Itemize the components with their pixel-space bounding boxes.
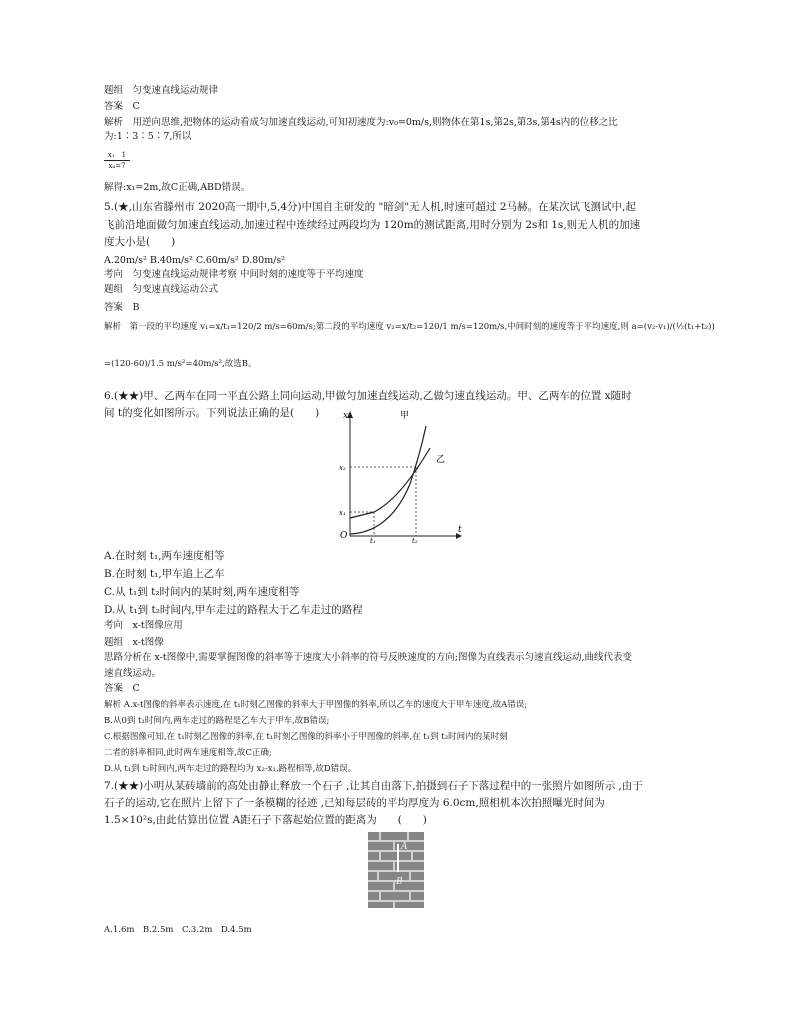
text-line: 思路分析在 x-t图像中,需要掌握图像的斜率等于速度大小斜率的符号反映速度的方向;图像为直线表示匀速直线运动,曲线代表变 — [104, 652, 632, 663]
ratio-fraction — [104, 151, 130, 170]
text-line: 解析 用逆向思维,把物体的运动看成匀加速直线运动,可知初速度为:v₀=0m/s,则物体在第1s,第2s,第3s,第4s内的位移之比 — [104, 117, 618, 128]
curve-jia — [350, 426, 426, 534]
text-line: 解得:x₁=2m,故C正确,ABD错误。 — [104, 182, 251, 193]
text-line: 题组 x-t图像 — [104, 637, 164, 648]
jia-label: 甲 — [400, 411, 410, 421]
text-line: 度大小是( ) — [104, 236, 176, 248]
text-line: D.从 t₁到 t₂时间内,甲车走过的路程大于乙车走过的路程 — [104, 604, 363, 616]
text-line: 考向 x-t图像应用 — [104, 620, 183, 631]
text-line: 答案 C — [104, 101, 140, 112]
text-line: 题组 匀变速直线运动公式 — [104, 284, 219, 295]
text-line: 飞前沿地面做匀加速直线运动,加速过程中连续经过两段均为 120m的测试距离,用时分别为 2s和 1s,则无人机的加速 — [104, 219, 641, 231]
text-line: B.从0到 t₁时间内,两车走过的路程是乙车大于甲车,故B错误; — [104, 716, 330, 726]
y-axis-label: x — [343, 411, 349, 421]
fraction-numerator: x₁ 1 — [107, 151, 127, 159]
text-line: 速直线运动。 — [104, 668, 162, 679]
text-line: 间 t的变化如图所示。下列说法正确的是( ) — [104, 407, 320, 419]
text-line: 题组 匀变速直线运动规律 — [104, 85, 219, 96]
text-line: C.根据图像可知,在 t₁时刻乙图像的斜率,在 t₁时刻乙图像的斜率小于甲图像的斜率,在 t₁到 t₂时间内的某时刻 — [104, 732, 508, 742]
text-line: 1.5×10²s,由此估算出位置 A距石子下落起始位置的距离为 ( ) — [104, 814, 427, 826]
text-line: 答案 B — [104, 302, 140, 313]
text-line: 答案 C — [104, 683, 140, 694]
text-line: D.从 t₁到 t₂时间内,两车走过的路程均为 x₂-x₁,路程相等,故D错误。 — [104, 764, 357, 774]
text-line: 5.(★,山东省滕州市 2020高一期中,5,4分)中国自主研发的 "暗剑"无人机,时速可超过 2马赫。在某次试飞测试中,起 — [104, 201, 636, 213]
t2-label: t₂ — [412, 537, 418, 544]
x2-label: x₂ — [339, 464, 346, 472]
text-line: 考向 匀变速直线运动规律考察 中间时刻的速度等于平均速度 — [104, 269, 364, 280]
text-line: 二者的斜率相同,此时两车速度相等,故C正确; — [104, 748, 272, 758]
t1-label: t₁ — [370, 537, 376, 544]
yi-label: 乙 — [436, 455, 446, 465]
x1-label: x₁ — [339, 509, 346, 517]
text-line: =(120-60)/1.5 m/s²=40m/s²,故选B。 — [104, 359, 257, 369]
text-line: 解析 A.x-t图像的斜率表示速度,在 t₁时刻乙图像的斜率大于甲图像的斜率,所以乙车的速度大于甲车速度,故A错误; — [104, 700, 528, 710]
brick-pattern — [368, 832, 424, 908]
text-line: 石子的运动,它在照片上留下了一条模糊的径迹 ,已知每层砖的平均厚度为 6.0cm,照相机本次拍照曝光时间为 — [104, 797, 605, 809]
text-line: A.20m/s² B.40m/s² C.60m/s² D.80m/s² — [104, 255, 286, 266]
text-line: 解析 第一段的平均速度 v₁=x/t₁=120/2 m/s=60m/s;第二段的平均速度 v₂=x/t₂=120/1 m/s=120m/s,中间时刻的速度等于平均速度,则 a=(v₂-v₁)/(½(t₁+t₂)) — [104, 322, 715, 332]
text-line: 为:1∶3∶5∶7,所以 — [104, 131, 192, 142]
origin-label: O — [340, 531, 348, 541]
point-b-label: B — [396, 877, 403, 887]
text-line: 6.(★★)甲、乙两车在同一平直公路上同向运动,甲做匀加速直线运动,乙做匀速直线运动。甲、乙两车的位置 x随时 — [104, 390, 632, 402]
text-line: A.在时刻 t₁,两车速度相等 — [104, 550, 225, 562]
text-line: B.在时刻 t₁,甲车追上乙车 — [104, 568, 225, 580]
point-a-label: A — [401, 842, 408, 852]
brick-wall-photo — [368, 832, 424, 908]
text-line: C.从 t₁到 t₂时间内的某时刻,两车速度相等 — [104, 586, 300, 598]
text-line: A.1.6m B.2.5m C.3.2m D.4.5m — [104, 925, 252, 935]
fraction-denominator: x₄=7 — [108, 162, 126, 170]
x-axis-label: t — [458, 525, 462, 535]
xt-graph — [330, 404, 470, 544]
text-line: 7.(★★)小明从某砖墙前的高处由静止释放一个石子 ,让其自由落下,拍摄到石子下落过程中的一张照片如图所示 ,由于 — [104, 780, 643, 792]
